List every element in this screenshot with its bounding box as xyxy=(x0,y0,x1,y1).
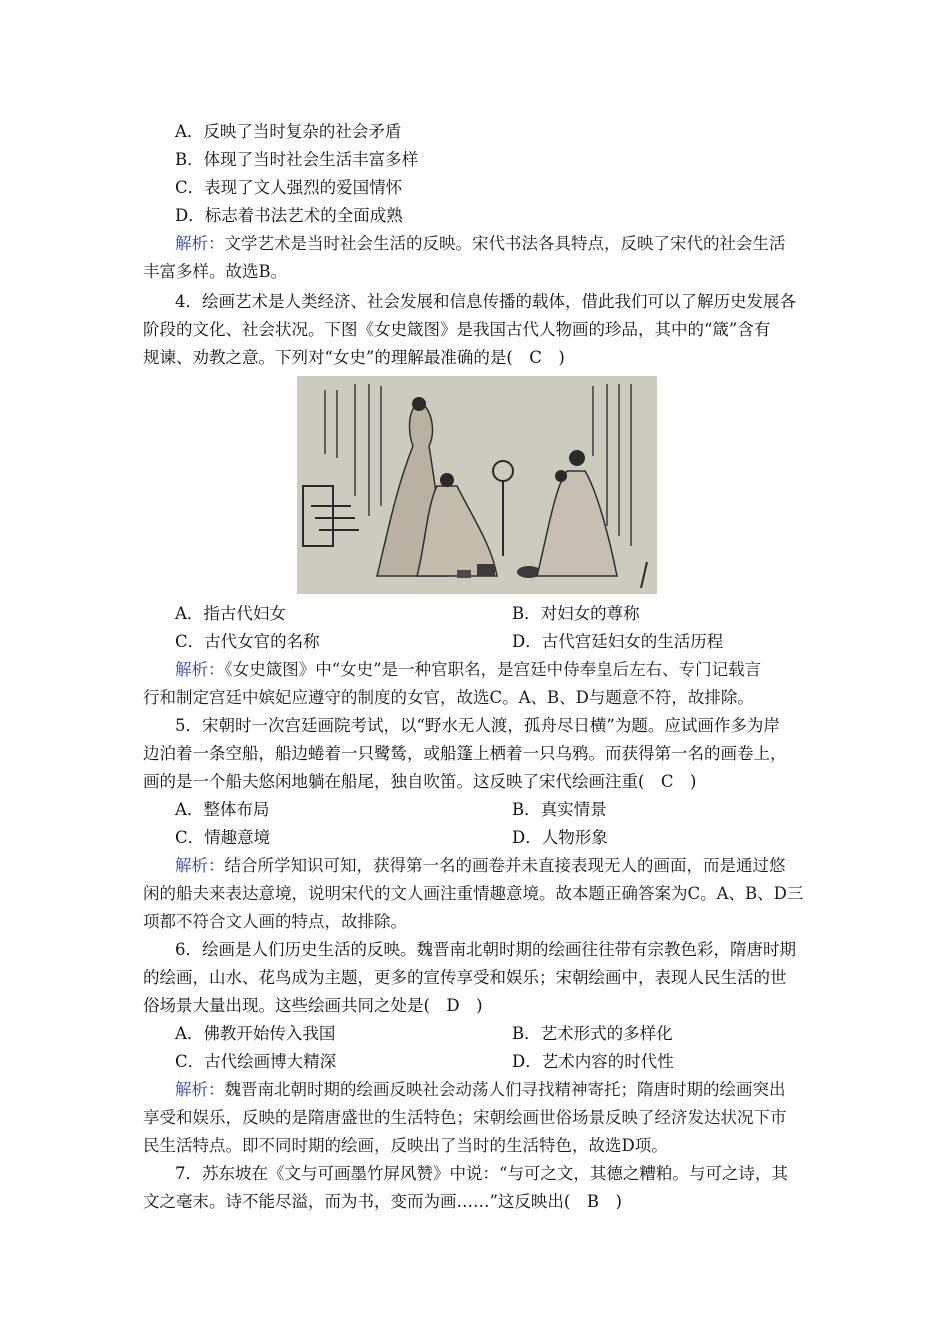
q5-option-a: A．整体布局 xyxy=(175,800,270,819)
q5-option-c: C．情趣意境 xyxy=(175,828,271,847)
q4-stem-line-3: 规谏、劝教之意。下列对“女史”的理解最准确的是( C ) xyxy=(143,348,565,367)
q6-analysis-line-1 xyxy=(175,1076,845,1104)
q3-option-c: C．表现了文人强烈的爱国情怀 xyxy=(175,178,403,197)
analysis-label: 解析： xyxy=(175,856,225,875)
q6-option-d: D．艺术内容的时代性 xyxy=(512,1052,674,1071)
q6-analysis-line-3: 民生活特点。即不同时期的绘画，反映出了当时的生活特色，故选D项。 xyxy=(143,1136,668,1155)
q6-stem-line-3: 俗场景大量出现。这些绘画共同之处是( D ) xyxy=(143,996,483,1015)
q6-option-c: C．古代绘画博大精深 xyxy=(175,1052,337,1071)
analysis-label: 解析： xyxy=(175,660,225,679)
q6-stem-line-2: 的绘画，山水、花鸟成为主题，更多的宣传享受和娱乐；宋朝绘画中，表现人民生活的世 xyxy=(143,968,787,987)
q6-option-a: A．佛教开始传入我国 xyxy=(175,1024,336,1043)
q5-analysis-line-3: 项都不符合文人画的特点，故排除。 xyxy=(143,912,407,931)
analysis-text: 魏晋南北朝时期的绘画反映社会动荡人们寻找精神寄托；隋唐时期的绘画突出 xyxy=(224,1080,786,1099)
q4-option-d: D．古代宫廷妇女的生活历程 xyxy=(512,632,724,651)
q4-analysis-line-1 xyxy=(175,656,845,684)
q5-analysis-line-1 xyxy=(175,852,845,880)
q3-option-b: B．体现了当时社会生活丰富多样 xyxy=(175,150,419,169)
q6-analysis-line-2: 享受和娱乐，反映的是隋唐盛世的生活特色；宋朝绘画世俗场景反映了经济发达状况下市 xyxy=(143,1108,787,1127)
q7-stem-line-1: 7．苏东坡在《文与可画墨竹屏风赞》中说：“与可之文，其德之糟粕。与可之诗，其 xyxy=(175,1164,788,1183)
q5-option-b: B．真实情景 xyxy=(512,800,607,819)
q3-analysis-line-1 xyxy=(175,230,845,258)
q3-option-a: A．反映了当时复杂的社会矛盾 xyxy=(175,122,402,141)
q3-analysis-line-2: 丰富多样。故选B。 xyxy=(143,262,288,281)
q5-stem-line-1: 5．宋朝时一次宫廷画院考试，以“野水无人渡，孤舟尽日横”为题。应试画作多为岸 xyxy=(175,716,780,735)
analysis-text: 文学艺术是当时社会生活的反映。宋代书法各具特点，反映了宋代的社会生活 xyxy=(224,234,786,253)
q4-option-b: B．对妇女的尊称 xyxy=(512,604,640,623)
q4-stem-line-1: 4．绘画艺术是人类经济、社会发展和信息传播的载体，借此我们可以了解历史发展各 xyxy=(175,292,796,311)
q4-stem-line-2: 阶段的文化、社会状况。下图《女史箴图》是我国古代人物画的珍品，其中的“箴”含有 xyxy=(143,320,771,339)
painting-image xyxy=(297,376,657,594)
q7-stem-line-2: 文之毫末。诗不能尽溢，而为书，变而为画……”这反映出( B ) xyxy=(143,1192,622,1211)
painting-illustration xyxy=(297,376,657,594)
q5-analysis-line-2: 闲的船夫来表达意境，说明宋代的文人画注重情趣意境。故本题正确答案为C。A、B、D三 xyxy=(143,884,804,903)
q5-stem-line-2: 边泊着一条空船，船边蜷着一只鹭鸶，或船篷上栖着一只乌鸦。而获得第一名的画卷上， xyxy=(143,744,787,763)
q5-option-d: D．人物形象 xyxy=(512,828,608,847)
q4-option-c: C．古代女官的名称 xyxy=(175,632,320,651)
q4-analysis-line-2: 行和制定宫廷中嫔妃应遵守的制度的女官，故选C。A、B、D与题意不符，故排除。 xyxy=(143,688,754,707)
analysis-label: 解析： xyxy=(175,234,225,253)
q3-option-d: D．标志着书法艺术的全面成熟 xyxy=(175,206,403,225)
analysis-label: 解析： xyxy=(175,1080,225,1099)
analysis-text: 《女史箴图》中“女史”是一种官职名，是宫廷中侍奉皇后左右、专门记载言 xyxy=(224,660,762,679)
q4-option-a: A．指古代妇女 xyxy=(175,604,286,623)
q5-stem-line-3: 画的是一个船夫悠闲地躺在船尾，独自吹笛。这反映了宋代绘画注重( C ) xyxy=(143,772,697,791)
q6-option-b: B．艺术形式的多样化 xyxy=(512,1024,673,1043)
q6-stem-line-1: 6．绘画是人们历史生活的反映。魏晋南北朝时期的绘画往往带有宗教色彩，隋唐时期 xyxy=(175,940,796,959)
analysis-text: 结合所学知识可知，获得第一名的画卷并未直接表现无人的画面，而是通过悠 xyxy=(224,856,786,875)
